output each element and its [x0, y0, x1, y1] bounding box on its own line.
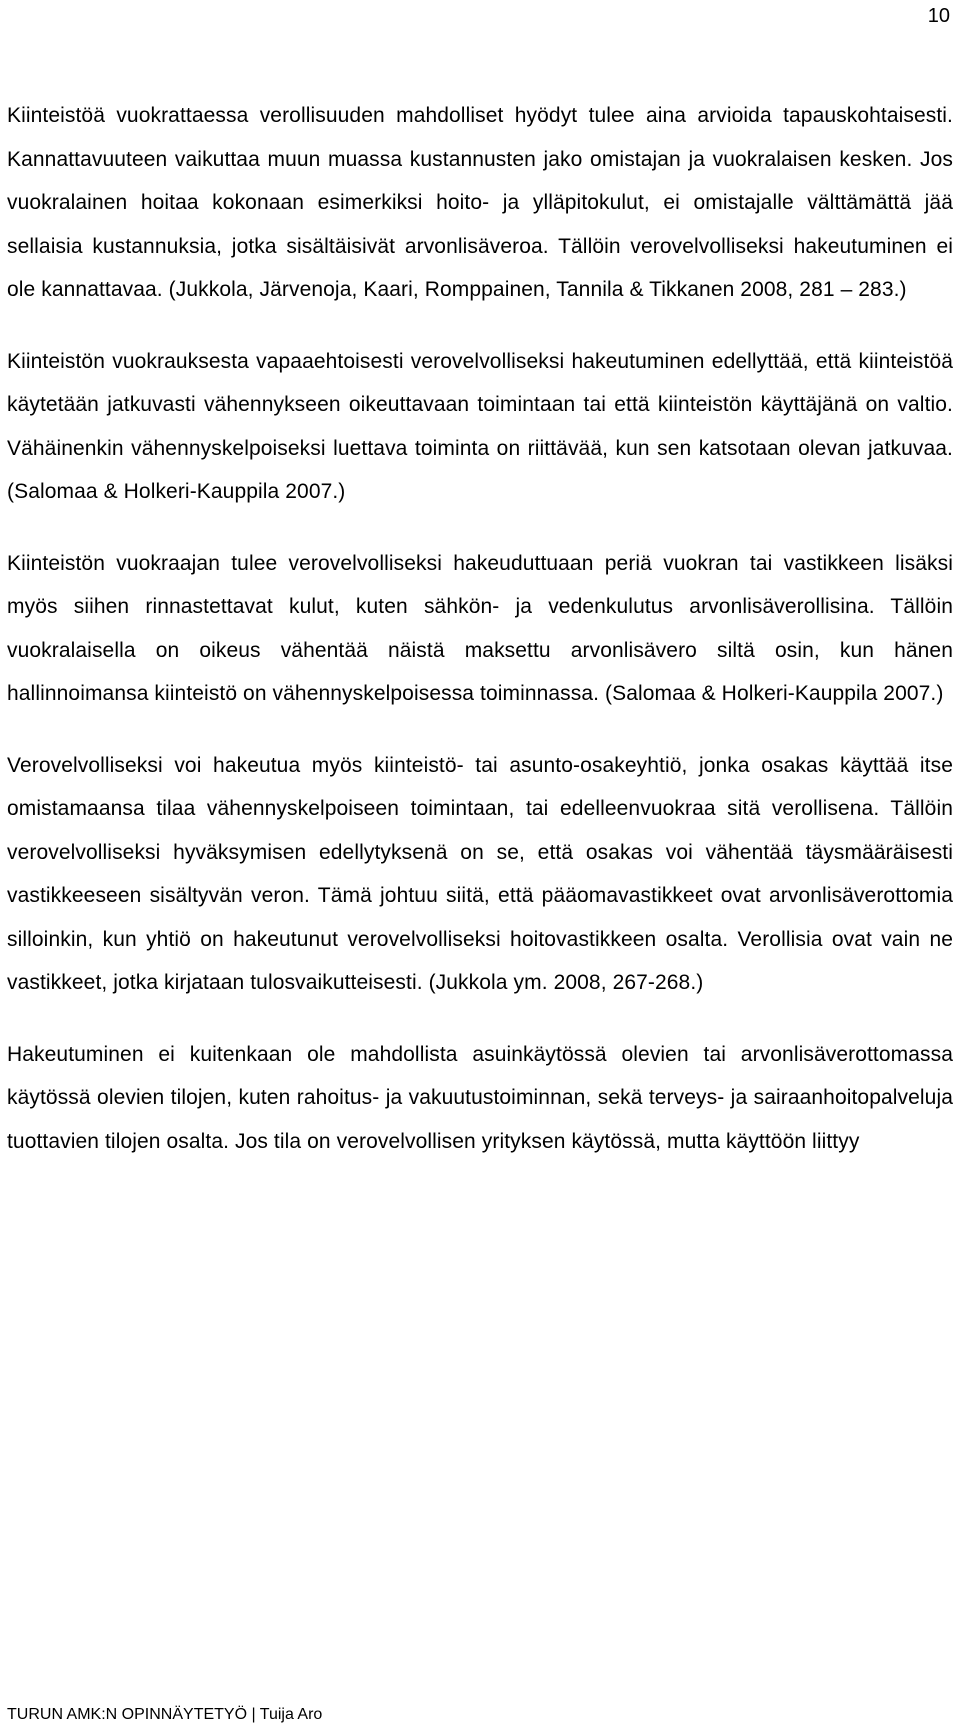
paragraph-3: Kiinteistön vuokraajan tulee verovelvolliseksi hakeuduttuaan periä vuokran tai vastikkeen lisäksi myös siihen rinnastettavat kulut, kuten sähkön- ja vedenkulutus arvonlisäverollisina. Tällöin vuokralaisella on oikeus vähentää näistä maksettu arvonlisävero siltä osin, kun hänen hallinnoimansa kiinteistö on vähennyskelpoisessa toiminnassa. (Salomaa & Holkeri-Kauppila 2007.) [7, 551, 953, 705]
paragraph-4: Verovelvolliseksi voi hakeutua myös kiinteistö- tai asunto-osakeyhtiö, jonka osakas käyttää itse omistamaansa tilaa vähennyskelpoiseen toimintaan, tai edelleenvuokraa sitä verollisena. Tällöin verovelvolliseksi hyväksymisen edellytyksenä on se, että osakas voi vähentää täysmääräisesti vastikkeeseen sisältyvän veron. Tämä johtuu siitä, että pääomavastikkeet ovat arvonlisäverottomia silloinkin, kun yhtiö on hakeutunut verovelvolliseksi hoitovastikkeen osalta. Verollisia ovat vain ne vastikkeet, jotka kirjataan tulosvaikutteisesti. (Jukkola ym. 2008, 267-268.) [7, 753, 953, 994]
document-body [7, 94, 953, 1163]
paragraph-2: Kiinteistön vuokrauksesta vapaaehtoisesti verovelvolliseksi hakeutuminen edellyttää, että kiinteistöä käytetään jatkuvasti vähennykseen oikeuttavaan toimintaan tai että kiinteistön käyttäjänä on valtio. Vähäinenkin vähennyskelpoiseksi luettava toiminta on riittävää, kun sen katsotaan olevan jatkuvaa. (Salomaa & Holkeri-Kauppila 2007.) [7, 349, 953, 503]
page-footer: TURUN AMK:N OPINNÄYTETYÖ | Tuija Aro [7, 1706, 323, 1723]
paragraph-5: Hakeutuminen ei kuitenkaan ole mahdollista asuinkäytössä olevien tai arvonlisäverottomassa käytössä olevien tilojen, kuten rahoitus- ja vakuutustoiminnan, sekä terveys- ja sairaanhoitopalveluja tuottavien tilojen osalta. Jos tila on verovelvollisen yrityksen käytössä, mutta käyttöön liittyy [7, 1042, 953, 1153]
paragraph-1: Kiinteistöä vuokrattaessa verollisuuden mahdolliset hyödyt tulee aina arvioida tapauskohtaisesti. Kannattavuuteen vaikuttaa muun muassa kustannusten jako omistajan ja vuokralaisen kesken. Jos vuokralainen hoitaa kokonaan esimerkiksi hoito- ja ylläpitokulut, ei omistajalle välttämättä jää sellaisia kustannuksia, jotka sisältäisivät arvonlisäveroa. Tällöin verovelvolliseksi hakeutuminen ei ole kannattavaa. (Jukkola, Järvenoja, Kaari, Romppainen, Tannila & Tikkanen 2008, 281 – 283.) [7, 104, 953, 301]
page-number: 10 [927, 5, 950, 27]
